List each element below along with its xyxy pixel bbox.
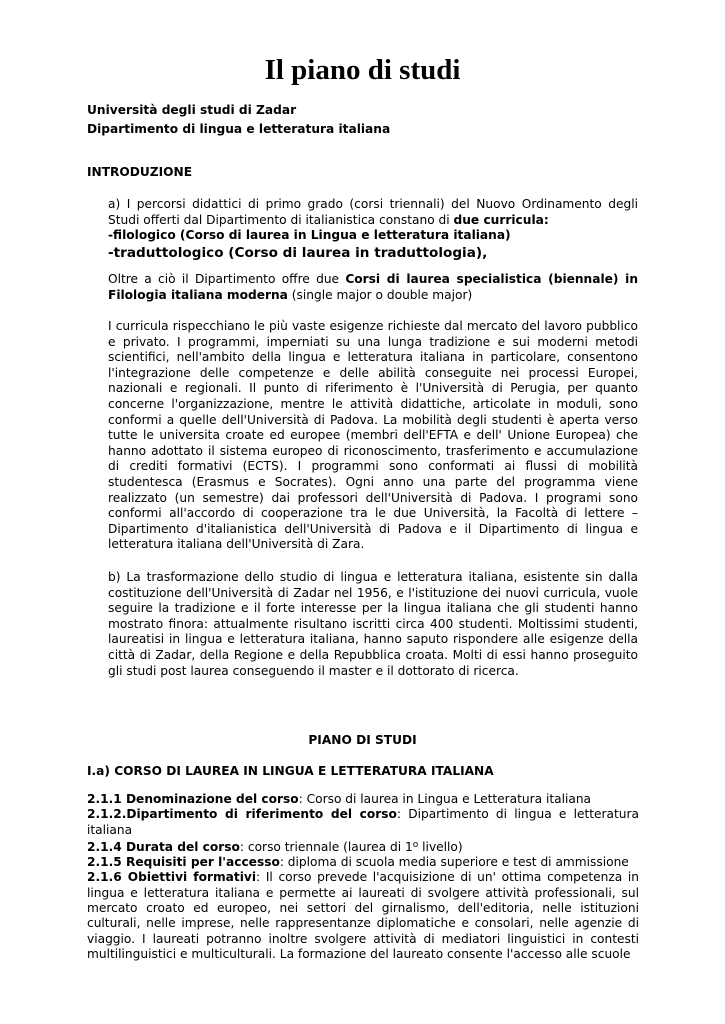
piano-heading: PIANO DI STUDI (308, 733, 417, 747)
item-obiettivi: 2.1.6 Obiettivi formativi: Il corso prevede l'acquisizione di un' ottima competenza in lingua e letteratura italiana e permette ai laureati di svolgere attività professionali, sul mercato croato ed europeo, nei settori del girnalismo, dell'editoria, nelle istituzioni culturali, nelle imprese, nelle rappresentanze diplomatiche e consolari, nelle agenzie di viaggio. I laureati potranno inoltre svolgere attività di mediatori linguistici in contesti multilinguistici e multiculturali. La formazione del laureato consente l'accesso alle scuole (87, 870, 640, 961)
intro-a-text: a) I percorsi didattici di primo grado (corsi triennali) del Nuovo Ordinamento degli Studi offerti dal Dipartimento di italianistica constano di (108, 197, 638, 227)
intro-heading: INTRODUZIONE (87, 165, 193, 179)
item-dipartimento: 2.1.2.Dipartimento di riferimento del corso: Dipartimento di lingua e letteratura italiana (87, 807, 639, 837)
course-heading: I.a) CORSO DI LAUREA IN LINGUA E LETTERATURA ITALIANA (87, 764, 494, 778)
intro-paragraph-a (108, 197, 638, 262)
item-requisiti: 2.1.5 Requisiti per l'accesso: diploma di scuola media superiore e test di ammissione (87, 855, 629, 870)
item-denominazione: 2.1.1 Denominazione del corso: Corso di laurea in Lingua e Letteratura italiana (87, 792, 592, 806)
p2-post: (single major o double major) (287, 287, 473, 302)
university-name: Università degli studi di Zadar (87, 103, 297, 117)
page-title: Il piano di studi (264, 54, 461, 86)
p2-bold: Corsi di laurea specialistica (biennale) in Filologia italiana moderna (108, 272, 638, 302)
curriculum-traduttologico: -traduttologico (Corso di laurea in traduttologia), (108, 244, 488, 261)
curriculum-filologico: -filologico (Corso di laurea in Lingua e letteratura italiana) (108, 228, 511, 243)
p2-pre: Oltre a ciò il Dipartimento offre due (108, 272, 346, 286)
intro-a-bold: due curricula: (453, 212, 549, 227)
department-name: Dipartimento di lingua e letteratura italiana (87, 122, 391, 136)
intro-paragraph-curricula: I curricula rispecchiano le più vaste esigenze richieste dal mercato del lavoro pubblico e privato. I programmi, imperniati su una lunga tradizione e sui moderni metodi scientifici, nell'ambito della lingua e letteratura italiana in particolare, consentono l'integrazione delle competenze e delle abilità conseguite nei processi Europei, nazionali e regionali. Il punto di riferimento è l'Università di Perugia, per quanto concerne l'organizzazione, mentre le attività didattiche, articolate in moduli, sono conformi a quelle dell'Università di Padova. La mobilità degli studenti è aperta verso tutte le universita croate ed europee (membri dell'EFTA e dell' Unione Europea) che hanno adottato il sistema europeo di riconoscimento, trasferimento e accumulazione di crediti formativi (ECTS). I programmi sono conformati ai flussi di mobilità studentesca (Erasmus e Socrates). Ogni anno una parte del programma viene realizzato (un semestre) dai professori dell'Università di Padova. I programi sono conformi all'accordo di cooperazione tra le due Università, la Facoltà di lettere – Dipartimento d'italianistica dell'Università di Padova e il Dipartimento di lingua e letteratura italiana dell'Università di Zara. (108, 319, 638, 552)
course-details (87, 792, 639, 962)
intro-paragraph-specialistica (108, 272, 638, 303)
intro-paragraph-b: b) La trasformazione dello studio di lingua e letteratura italiana, esistente sin dalla costituzione dell'Università di Zadar nel 1956, e l'istituzione dei nuovi curricula, vuole seguire la tradizione e il forte interesse per la lingua italiana che gli studenti hanno mostrato finora: attualmente risultano iscritti circa 400 studenti. Moltissimi studenti, laureatisi in lingua e letteratura italiana, hanno saputo rispondere alle esigenze della città di Zadar, della Regione e della Repubblica croata. Molti di essi hanno proseguito gli studi post laurea conseguendo il master e il dottorato di ricerca. (108, 570, 638, 678)
item-durata: 2.1.4 Durata del corso: corso triennale (laurea di 1$^o$ livello) (87, 839, 463, 854)
